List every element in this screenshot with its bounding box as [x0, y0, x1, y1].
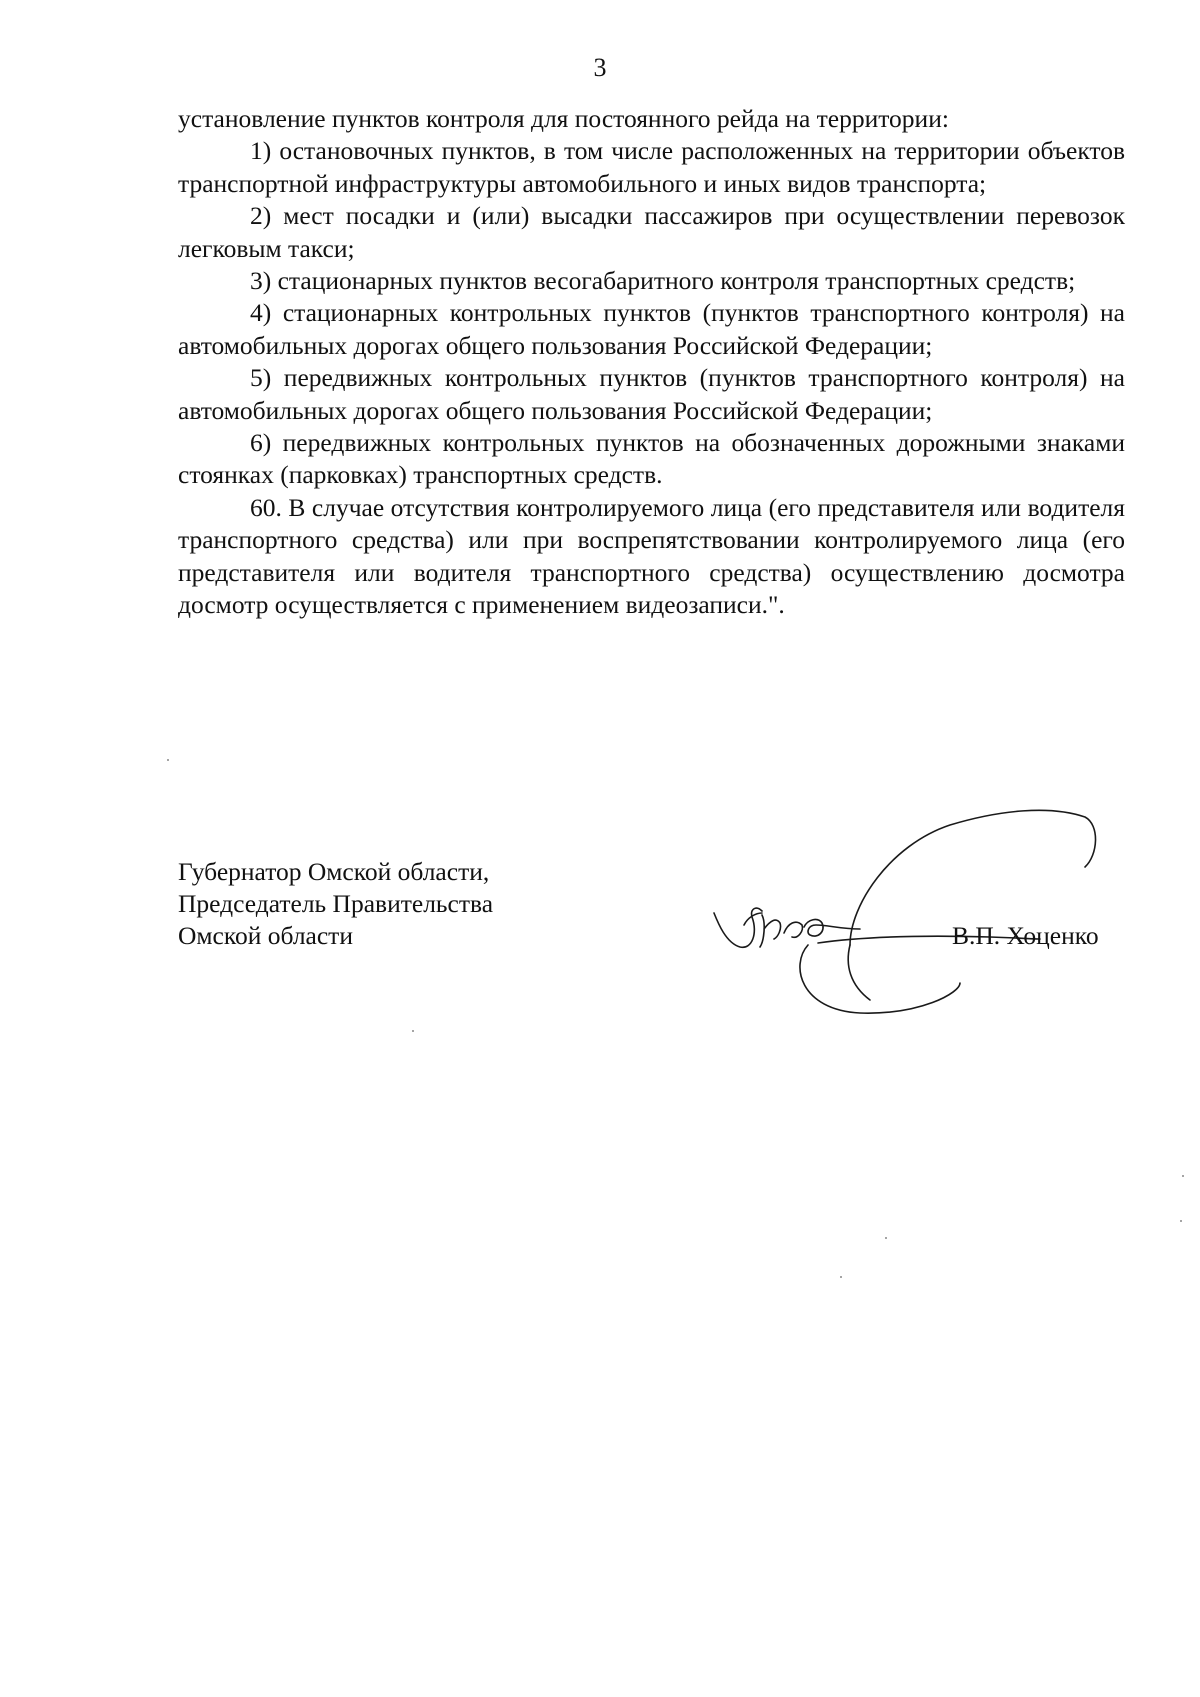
scan-speck	[840, 1276, 842, 1278]
scan-speck	[167, 759, 169, 761]
scan-speck	[412, 1030, 414, 1032]
page-number: 3	[593, 53, 607, 82]
position-line-2: Председатель Правительства	[178, 889, 494, 918]
intro-paragraph: установление пунктов контроля для постоянного рейда на территории:	[178, 104, 949, 133]
signer-name: В.П. Хоценко	[952, 921, 1099, 950]
scan-speck	[1182, 1175, 1184, 1177]
position-line-3: Омской области	[178, 921, 353, 950]
list-item-6: 6) передвижных контрольных пунктов на обозначенных дорожными знаками стоянках (парковках) транспортных средств.	[178, 428, 1125, 490]
list-item-3: 3) стационарных пунктов весогабаритного контроля транспортных средств;	[250, 266, 1076, 296]
handwritten-signature-icon	[700, 805, 1100, 1020]
clause-60-paragraph: 60. В случае отсутствия контролируемого лица (его представителя или водителя транспортного средства) или при воспрепятствовании контролируемого лица (его представителя или водителя транспортного средства) осуществлению досмотра досмотр осуществляется с применением видеозаписи.".	[178, 492, 1125, 620]
list-item-1: 1) остановочных пунктов, в том числе расположенных на территории объектов транспортной инфраструктуры автомобильного и иных видов транспорта;	[178, 136, 1125, 198]
list-item-4: 4) стационарных контрольных пунктов (пунктов транспортного контроля) на автомобильных дорогах общего пользования Российской Федерации;	[178, 298, 1125, 360]
signatory-position	[178, 856, 493, 952]
document-body	[178, 103, 1125, 622]
scan-speck	[885, 1237, 887, 1239]
list-item-2: 2) мест посадки и (или) высадки пассажиров при осуществлении перевозок легковым такси;	[178, 201, 1125, 263]
scan-speck	[1180, 1220, 1182, 1222]
list-item-5: 5) передвижных контрольных пунктов (пунктов транспортного контроля) на автомобильных дорогах общего пользования Российской Федерации;	[178, 363, 1125, 425]
position-line-1: Губернатор Омской области,	[178, 857, 490, 886]
